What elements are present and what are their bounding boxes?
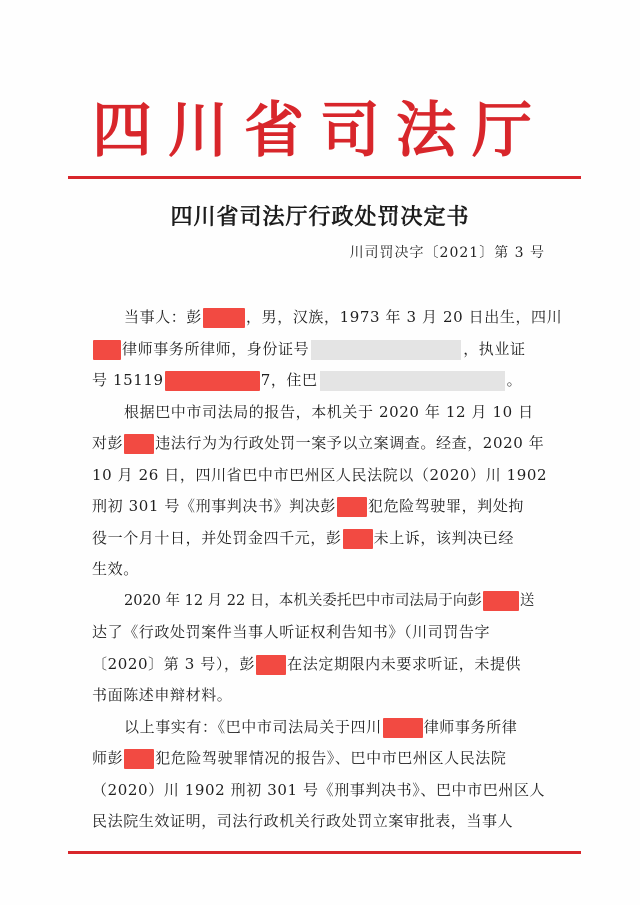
line-text: 民法院生效证明，司法行政机关行政处罚立案审批表，当事人 (92, 812, 514, 830)
redaction-mark (337, 497, 367, 517)
paragraph-line (92, 680, 562, 712)
line-text: 书面陈述申辩材料。 (92, 686, 233, 704)
redaction-mark (124, 434, 154, 454)
redaction-mark (256, 655, 286, 675)
paragraph-line (92, 334, 562, 366)
line-text: 根据巴中市司法局的报告，本机关于 2020 年 12 月 10 日 (124, 402, 534, 421)
line-text: ，执业证 (463, 339, 526, 358)
document-title: 四川省司法厅行政处罚决定书 (170, 204, 470, 230)
line-text: 刑初 301 号《刑事判决书》判决彭 (92, 497, 336, 515)
line-text: 7，住巴 (260, 371, 318, 389)
paragraph-line (92, 806, 562, 838)
line-text: 师彭 (92, 749, 124, 767)
paragraph-line (92, 302, 562, 334)
line-text: 当事人：彭 (124, 308, 203, 326)
paragraph-line (92, 460, 562, 492)
document-body (92, 302, 562, 838)
line-text: （2020）川 1902 刑初 301 号《刑事判决书》、巴中市巴州区人 (92, 780, 546, 799)
redaction-mark (483, 591, 519, 611)
line-text: ，男，汉族，1973 年 3 月 20 日出生，四川 (246, 308, 563, 326)
line-text: 送 (519, 592, 535, 609)
line-text: 犯危险驾驶罪情况的报告》、巴中市巴州区人民法院 (155, 749, 507, 767)
paragraph-line (92, 617, 562, 649)
paragraph-line (92, 649, 562, 681)
line-text: 。 (506, 371, 523, 389)
paragraph-line (92, 712, 562, 744)
redaction-mark (203, 308, 245, 328)
document-number: 川司罚决字〔2021〕第 3 号 (349, 245, 545, 261)
line-text: 达了《行政处罚案件当事人听证权利告知书》（川司罚告字 (92, 623, 491, 641)
redaction-mark (165, 371, 260, 391)
paragraph-line (92, 491, 562, 523)
line-text: 号 15119 (92, 371, 164, 389)
line-text: 役一个月十日，并处罚金四千元，彭 (92, 528, 342, 547)
paragraph-line (92, 775, 562, 807)
paragraph-line (92, 743, 562, 775)
line-text: 〔2020〕第 3 号），彭 (92, 654, 256, 673)
line-text: 2020 年 12 月 22 日，本机关委托巴中市司法局于向彭 (124, 592, 482, 609)
line-text: 犯危险驾驶罪，判处拘 (367, 497, 524, 515)
redaction-mark (343, 529, 373, 549)
line-text: 在法定期限内未要求听证，未提供 (287, 654, 522, 673)
paragraph-line (92, 523, 562, 555)
letterhead-divider (68, 176, 581, 179)
redaction-mark (383, 718, 423, 738)
footer-divider (68, 851, 581, 854)
line-text: 10 月 26 日，四川省巴中市巴州区人民法院以（2020）川 1902 (92, 465, 548, 484)
line-text: 未上诉，该判决已经 (373, 528, 515, 547)
line-text: 违法行为为行政处罚一案予以立案调查。经查，2020 年 (155, 434, 545, 452)
paragraph-line (92, 586, 562, 618)
line-text: 以上事实有：《巴中市司法局关于四川 (124, 717, 382, 736)
letterhead-title: 四川省司法厅 (92, 96, 548, 166)
line-text: 律师事务所律 (423, 717, 518, 736)
redaction-mark (124, 749, 154, 769)
line-text: 生效。 (92, 560, 139, 578)
paragraph-line (92, 397, 562, 429)
redaction-mark (320, 371, 505, 391)
redaction-mark (311, 340, 461, 360)
paragraph-line (92, 428, 562, 460)
line-text: 对彭 (92, 434, 124, 452)
paragraph-line (92, 554, 562, 586)
line-text: 律师事务所律师，身份证号 (122, 339, 310, 358)
paragraph-line (92, 365, 562, 397)
redaction-mark (93, 340, 121, 360)
